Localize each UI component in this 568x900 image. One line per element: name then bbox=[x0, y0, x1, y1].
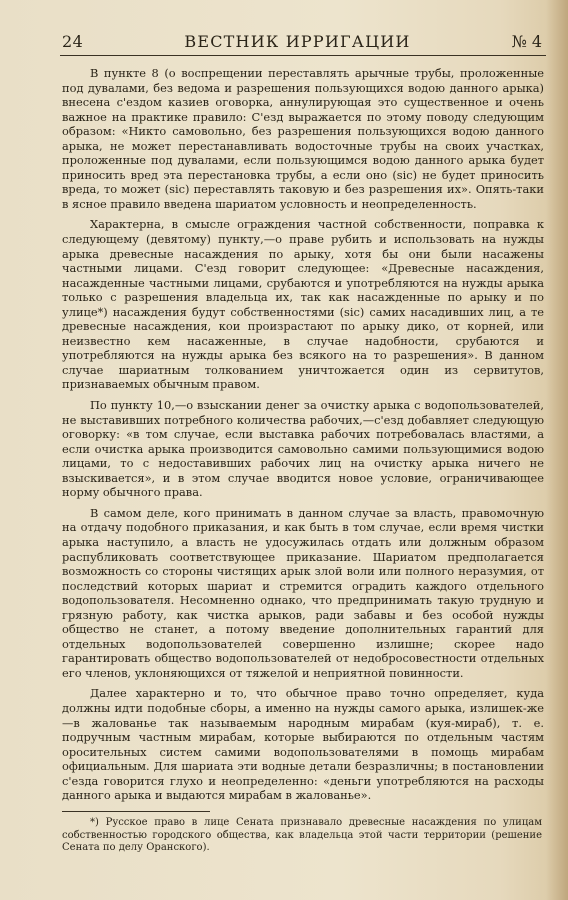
paragraph-5: Далее характерно и то, что обычное право точно определяет, куда должны идти подобные сборы, а именно на нужды самого арыка, излишек-же—в жалованье так называемым народным мирабам (куя-мираб), т. е. подручным частным мирабам, которые выбираются по отдельным частям оросительных систем самими водопользователями в помощь мирабам официальным. Для шариата эти водные детали безразличны; в постановлении с'езда говорится глухо и неопределенно: «деньги употребляются на расходы данного арыка и выдаются мирабам в жалованье». bbox=[62, 686, 544, 803]
article-body bbox=[62, 66, 544, 809]
issue-number: № 4 bbox=[511, 32, 542, 51]
paragraph-3: По пункту 10,—о взыскании денег за очистку арыка с водопользователей, не выставивших потребного количества рабочих,—с'езд добавляет следующую оговорку: «в том случае, если выставка рабочих потребовалась властями, а если очистка арыка производится самовольно самими пользующимися водою лицами, то с недоставивших рабочих лиц на очистку арыка ничего не взыскивается», и в этом случае вводится новое условие, ограничивающее норму обычного права. bbox=[62, 398, 544, 500]
running-header bbox=[62, 32, 542, 54]
header-rule bbox=[60, 55, 546, 56]
page-binding-shadow bbox=[546, 0, 568, 900]
page-number: 24 bbox=[62, 32, 84, 51]
footnote: *) Русское право в лице Сената признавало древесные насаждения по улицам собственностью городского общества, как владельца этой части территории (решение Сената по делу Оранского). bbox=[62, 817, 542, 854]
paragraph-1: В пункте 8 (о воспрещении переставлять арычные трубы, проложенные под дувалами, без ведома и разрешения пользующихся водою данного арыка) внесена с'ездом казиев оговорка, аннулирующая это существенное и очень важное на практике правило: С'езд выражается по этому поводу следующим образом: «Никто самовольно, без разрешения пользующихся водою данного арыка, не может перестанавливать водосточные трубы на своих участках, проложенные под дувалами, если пользующимся водою данного арыка будет приносить вред эта перестановка трубы, а если оно (sic) не будет приносить вреда, то может (sic) переставлять таковую и без разрешения их». Опять-таки в ясное правило введена шариатом условность и неопределенность. bbox=[62, 66, 544, 211]
footnote-rule bbox=[62, 811, 210, 812]
paragraph-2: Характерна, в смысле ограждения частной собственности, поправка к следующему (девятому) пункту,—о праве рубить и использовать на нужды арыка древесные насаждения по арыку, хотя бы они были насажены частными лицами. С'езд говорит следующее: «Древесные насаждения, насажденные частными лицами, срубаются и употребляются на нужды арыка только с разрешения владельца их, так как насажденные по арыку и по улице*) насаждения будут собственностями (sic) самих насадивших лиц, а те древесные насаждения, кои произрастают по арыку дико, от корней, или неизвестно кем насаженные, в случае надобности, срубаются и употребляются на нужды арыка без всякого на то разрешения». В данном случае шариатным толкованием уничтожается один из сервитутов, признаваемых обычным правом. bbox=[62, 217, 544, 392]
paragraph-4: В самом деле, кого принимать в данном случае за власть, правомочную на отдачу подобного приказания, и как быть в том случае, если время чистки арыка наступило, а власть не удосужилась отдать или должным образом распубликовать соответствующее приказание. Шариатом предполагается возможность со стороны чистящих арык злой воли или полного неразумия, от последствий которых шариат и стремится оградить каждого отдельного водопользователя. Несомненно однако, что предпринимать такую трудную и грязную работу, как чистка арыков, ради забавы и без особой нужды общество не станет, а потому введение дополнительных гарантий для отдельных водопользователей совершенно излишне; скорее надо гарантировать общество водопользователей от недобросовестности отдельных его членов, уклоняющихся от тяжелой и неприятной повинности. bbox=[62, 505, 544, 680]
journal-title: ВЕСТНИК ИРРИГАЦИИ bbox=[184, 32, 411, 51]
